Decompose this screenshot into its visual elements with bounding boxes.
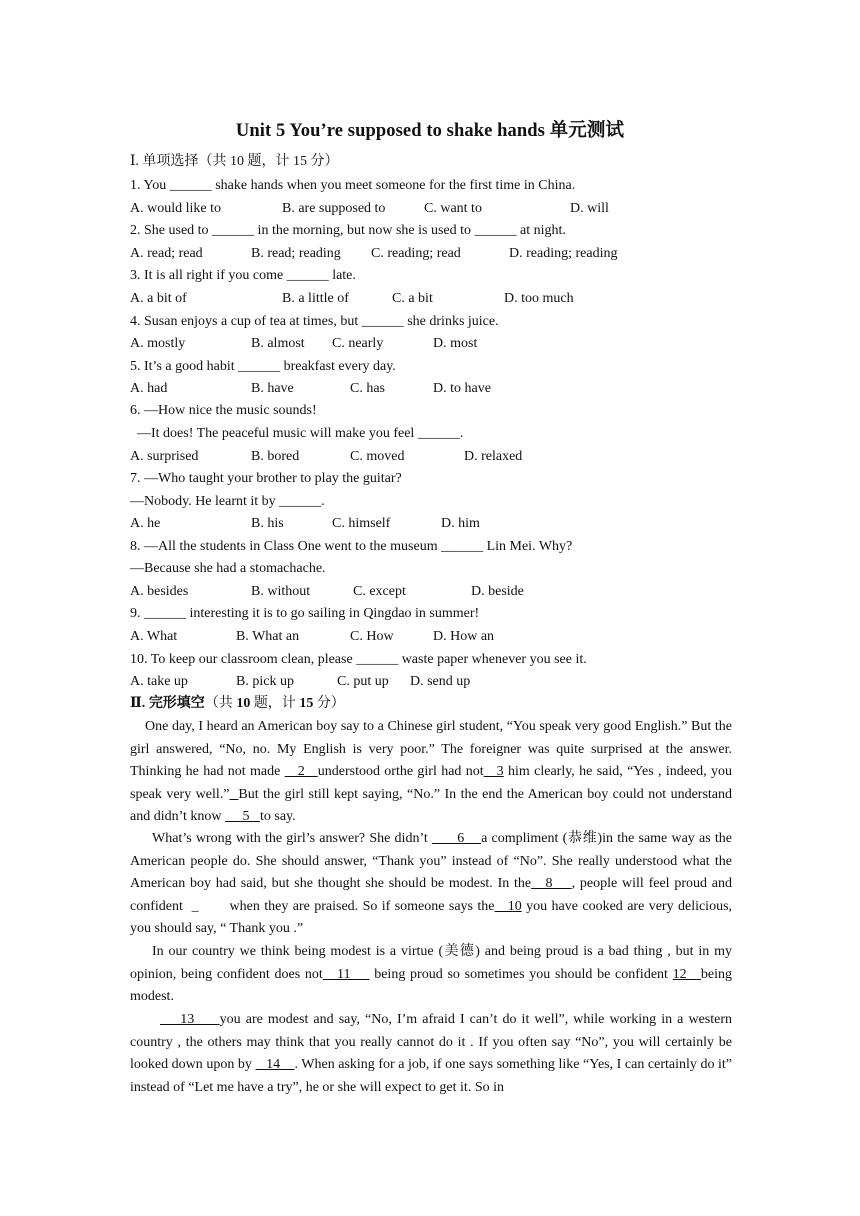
q2-option-a: A. read; read — [130, 246, 203, 261]
section2-heading-mid: （共 — [204, 696, 237, 711]
blank-14: 14 — [255, 1057, 295, 1073]
q9-option-d: D. How an — [433, 629, 495, 644]
passage-paragraph-2 — [130, 828, 732, 941]
q2-option-d: D. reading; reading — [509, 246, 618, 261]
question-8-reply: —Because she had a stomachache. — [130, 561, 326, 576]
blank-6: 6 — [431, 831, 482, 846]
q7-option-d: D. him — [441, 516, 480, 531]
question-8-stem: 8. —All the students in Class One went to the museum ______ Lin Mei. Why? — [130, 539, 573, 554]
q5-option-d: D. to have — [433, 381, 491, 396]
p1-text-3: him clearly, he said, “Yes , indeed, you speak very well.” — [130, 764, 733, 802]
blank-9: _ — [187, 898, 204, 914]
q1-option-c: C. want to — [424, 201, 482, 216]
p1-text-4: But the girl still kept saying, “No.” In the end the American boy could not understand and didn’t know — [130, 786, 732, 825]
q8-option-c: C. except — [353, 584, 406, 599]
p3-text-2: being proud so sometimes you should be confident — [369, 966, 673, 982]
p1-text-1: One day, I heard an American boy say to a Chinese girl student, “You speak very good English.” But the girl answered, “No, no. My English is very poor.” The foreigner was quite surprised at the answer. Thinking he had not made — [130, 719, 732, 780]
q2-option-b: B. read; reading — [251, 246, 341, 261]
blank-8: 8 — [531, 876, 572, 892]
p1-text-2: understood orthe girl had not — [317, 764, 484, 780]
q1-option-a: A. would like to — [130, 201, 221, 216]
q8-option-d: D. beside — [471, 584, 524, 599]
q6-option-c: C. moved — [350, 449, 405, 464]
question-2-stem: 2. She used to ______ in the morning, but now she is used to ______ at night. — [130, 223, 566, 238]
q8-option-a: A. besides — [130, 584, 189, 599]
q6-option-a: A. surprised — [130, 449, 199, 464]
q3-option-a: A. a bit of — [130, 291, 187, 306]
q7-option-b: B. his — [251, 516, 284, 531]
p2-text-5: you have cooked are very delicious, you should say, “ Thank you .” — [130, 898, 733, 937]
question-3-stem: 3. It is all right if you come ______ late. — [130, 268, 356, 283]
p1-text-5: to say. — [260, 809, 296, 825]
section2-heading — [130, 695, 345, 713]
page-title: Unit 5 You’re supposed to shake hands 单元测试 — [235, 121, 625, 141]
q9-option-c: C. How — [350, 629, 394, 644]
p2-text-2: a compliment (恭维)in the same way as the American people do. She should answer, “Thank you” instead of “No”. She really understood what the American boy had said, but she thought she should be modest. In the — [130, 831, 733, 892]
question-7-stem: 7. —Who taught your brother to play the guitar? — [130, 471, 402, 486]
q7-option-a: A. he — [130, 516, 161, 531]
section2-heading-points: 15 — [299, 696, 314, 711]
q4-option-d: D. most — [433, 336, 478, 351]
p3-text-1: In our country we think being modest is a virtue (美德) and being proud is a bad thing , but in my opinion, being confident does not — [130, 944, 732, 982]
question-7-reply: —Nobody. He learnt it by ______. — [130, 494, 325, 509]
p2-text-1: What’s wrong with the girl’s answer? She didn’t — [152, 831, 432, 846]
p4-text-2: . When asking for a job, if one says something like “Yes, I can certainly do it” instead of “Let me have a try”, he or she will expect to get it. So in — [130, 1057, 733, 1095]
section2-heading-mid2: 题，计 — [250, 696, 300, 711]
question-4-stem: 4. Susan enjoys a cup of tea at times, but ______ she drinks juice. — [130, 314, 499, 329]
q4-option-c: C. nearly — [332, 336, 384, 351]
question-6-stem: 6. —How nice the music sounds! — [130, 403, 317, 418]
q1-option-d: D. will — [570, 201, 609, 216]
blank-10: 10 — [494, 898, 522, 914]
q3-option-d: D. too much — [504, 291, 574, 306]
p3-text-3: being modest. — [130, 966, 733, 1005]
section2-heading-end: 分） — [313, 696, 345, 711]
blank-11: 11 — [322, 966, 370, 982]
q10-option-a: A. take up — [130, 674, 188, 689]
q6-option-b: B. bored — [251, 449, 300, 464]
section2-heading-prefix: Ⅱ. — [130, 696, 149, 711]
passage-paragraph-3 — [130, 941, 732, 1009]
question-5-stem: 5. It’s a good habit ______ breakfast every day. — [130, 359, 396, 374]
blank-3: 3 — [483, 764, 504, 780]
q3-option-c: C. a bit — [392, 291, 433, 306]
q7-option-c: C. himself — [332, 516, 391, 531]
q5-option-c: C. has — [350, 381, 385, 396]
section2-heading-count: 10 — [236, 696, 251, 711]
question-1-stem: 1. You ______ shake hands when you meet someone for the first time in China. — [130, 178, 576, 193]
p2-text-4: when they are praised. So if someone says the — [203, 898, 495, 914]
q8-option-b: B. without — [251, 584, 311, 599]
section2-heading-title: 完形填空 — [148, 696, 205, 711]
p4-text-1: you are modest and say, “No, I’m afraid I can’t do it well”, while working in a western country , the others may think that you really cannot do it . If you often say “No”, you will certainly be looked down upon by — [130, 1012, 732, 1073]
q10-option-b: B. pick up — [236, 674, 294, 689]
blank-13: 13 — [160, 1012, 220, 1027]
q6-option-d: D. relaxed — [464, 449, 523, 464]
q4-option-a: A. mostly — [130, 336, 186, 351]
blank-5: 5 — [225, 809, 261, 825]
q3-option-b: B. a little of — [282, 291, 349, 306]
q9-option-a: A. What — [130, 629, 178, 644]
q4-option-b: B. almost — [251, 336, 305, 351]
question-10-stem: 10. To keep our classroom clean, please ______ waste paper whenever you see it. — [130, 652, 587, 667]
blank-2: 2 — [284, 764, 318, 780]
section1-heading: Ⅰ. 单项选择（共 10 题，计 15 分） — [130, 154, 339, 169]
question-6-reply: —It does! The peaceful music will make you feel ______. — [130, 426, 464, 441]
q10-option-d: D. send up — [410, 674, 471, 689]
question-9-stem: 9. ______ interesting it is to go sailing in Qingdao in summer! — [130, 606, 480, 621]
q2-option-c: C. reading; read — [371, 246, 461, 261]
blank-12: 12 — [672, 966, 701, 982]
q10-option-c: C. put up — [337, 674, 389, 689]
q5-option-b: B. have — [251, 381, 294, 396]
q5-option-a: A. had — [130, 381, 168, 396]
q9-option-b: B. What an — [236, 629, 300, 644]
passage-paragraph-4 — [130, 1009, 732, 1099]
q1-option-b: B. are supposed to — [282, 201, 386, 216]
p2-text-3: , people will feel proud and confident — [130, 876, 732, 914]
passage-paragraph-1 — [130, 716, 732, 829]
